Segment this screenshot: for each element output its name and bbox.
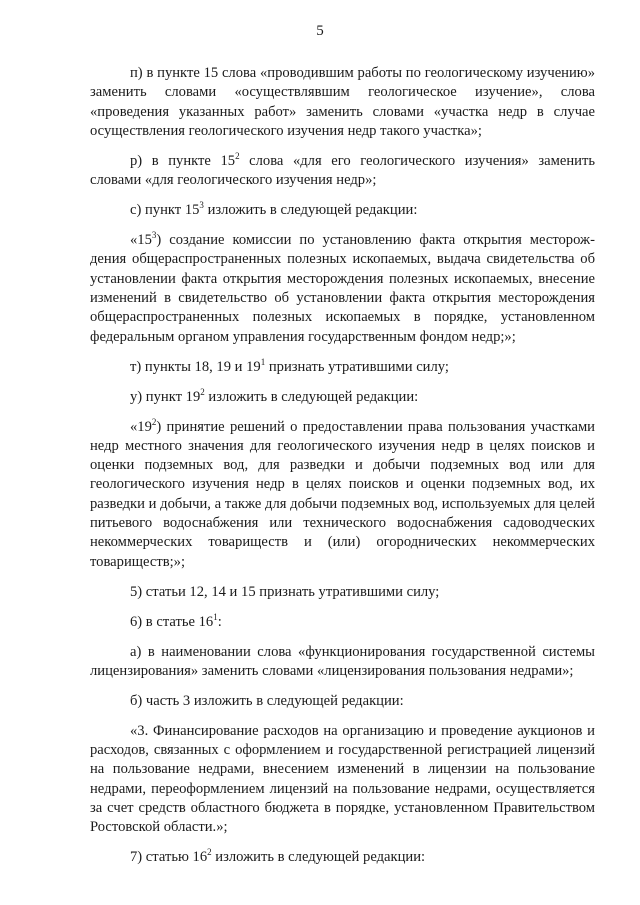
paragraph-item-7 [90, 848, 595, 867]
text-run: у) пункт 19 [130, 388, 201, 405]
text-run: р) в пункте 15 [130, 152, 236, 169]
paragraph-s-item [90, 201, 595, 220]
paragraph-item-6 [90, 613, 595, 632]
text-run: 7) статью 16 [130, 849, 208, 866]
superscript: 2 [200, 386, 205, 397]
text-run: изложить в следующей редакции: [203, 202, 418, 219]
text-run: «15 [130, 232, 152, 249]
superscript: 2 [151, 416, 157, 427]
document-body [90, 64, 595, 878]
text-run: изложить в следующей редакции: [204, 388, 419, 405]
paragraph-p-item [90, 64, 595, 141]
superscript: 2 [235, 151, 240, 162]
superscript: 3 [199, 200, 204, 211]
paragraph-u-quote [90, 418, 595, 572]
paragraph-s-quote [90, 231, 595, 347]
text-run: изложить в следующей редакции: [211, 849, 426, 866]
text-run: 5) статьи 12, 14 и 15 признать утратившими силу; [130, 583, 440, 600]
text-run: признать утратившими силу; [265, 358, 449, 375]
text-run: слова «для его геологического изучения» заменить словами «для геологического изучения недр»; [90, 152, 595, 189]
text-run: ) принятие решений о предоставлении права пользования участками недр местного значения для геологического изучения недр в целях поисков и оценки подземных вод, для разведки и добычи подземных вод или для геологического изучения недр в целях поисков и оценки подземных вод, их разведки и добычи, а также для добычи подземных вод, используемых для целей питьевого водоснабжения или технического водоснабжения садоводческих некоммерческих товариществ и (или) огороднических некоммерческих товариществ;»; [90, 418, 595, 570]
superscript: 1 [260, 356, 266, 367]
paragraph-item-6b [90, 692, 595, 711]
paragraph-item-6b-quote [90, 722, 595, 838]
paragraph-u-item [90, 388, 595, 407]
text-run: «19 [130, 418, 152, 435]
text-run: ) создание комиссии по установлению факта открытия месторождения общераспространенных полезных ископаемых, выдача свидетельства об установлении факта открытия месторождения полезных ископаемых, внесение изменений в свидетельство об установлении факта открытия месторождения общераспространенных полезных ископаемых в порядке, установленном федеральным органом управления государственным фондом недр;»; [90, 232, 595, 345]
text-run: а) в наименовании слова «функционирования государственной системы лицензирования» заменить словами «лицензирования пользования недрами»; [90, 643, 595, 679]
text-run: с) пункт 15 [130, 202, 200, 219]
paragraph-t-item [90, 358, 595, 377]
paragraph-item-6a [90, 643, 595, 682]
superscript: 3 [151, 230, 157, 241]
superscript: 2 [207, 847, 212, 858]
paragraph-r-item [90, 152, 595, 191]
page-number: 5 [316, 23, 324, 39]
paragraph-item-5 [90, 583, 595, 602]
text-run: : [217, 613, 222, 630]
text-run: 6) в статье 16 [130, 613, 214, 630]
text-run: п) в пункте 15 слова «проводившим работы по геологическому изучению» заменить словами «осуществлявшим геологическое изучение», слова «проведения указанных работ» заменить словами «участка недр в случае осуществления геологического изучения недр такого участка»; [90, 65, 595, 139]
text-run: «3. Финансирование расходов на организацию и проведение аукционов и расходов, связанных с оформлением и государственной регистрацией лицензий на пользование недрами, внесением изменений в лицензии на пользование недрами, переоформлением лицензий на пользование недрами, осуществляется за счет средств областного бюджета в порядке, установленном Правительством Ростовской области.»; [90, 722, 595, 836]
text-run: б) часть 3 изложить в следующей редакции: [130, 692, 404, 709]
superscript: 1 [213, 611, 218, 622]
text-run: т) пункты 18, 19 и 19 [130, 358, 261, 375]
